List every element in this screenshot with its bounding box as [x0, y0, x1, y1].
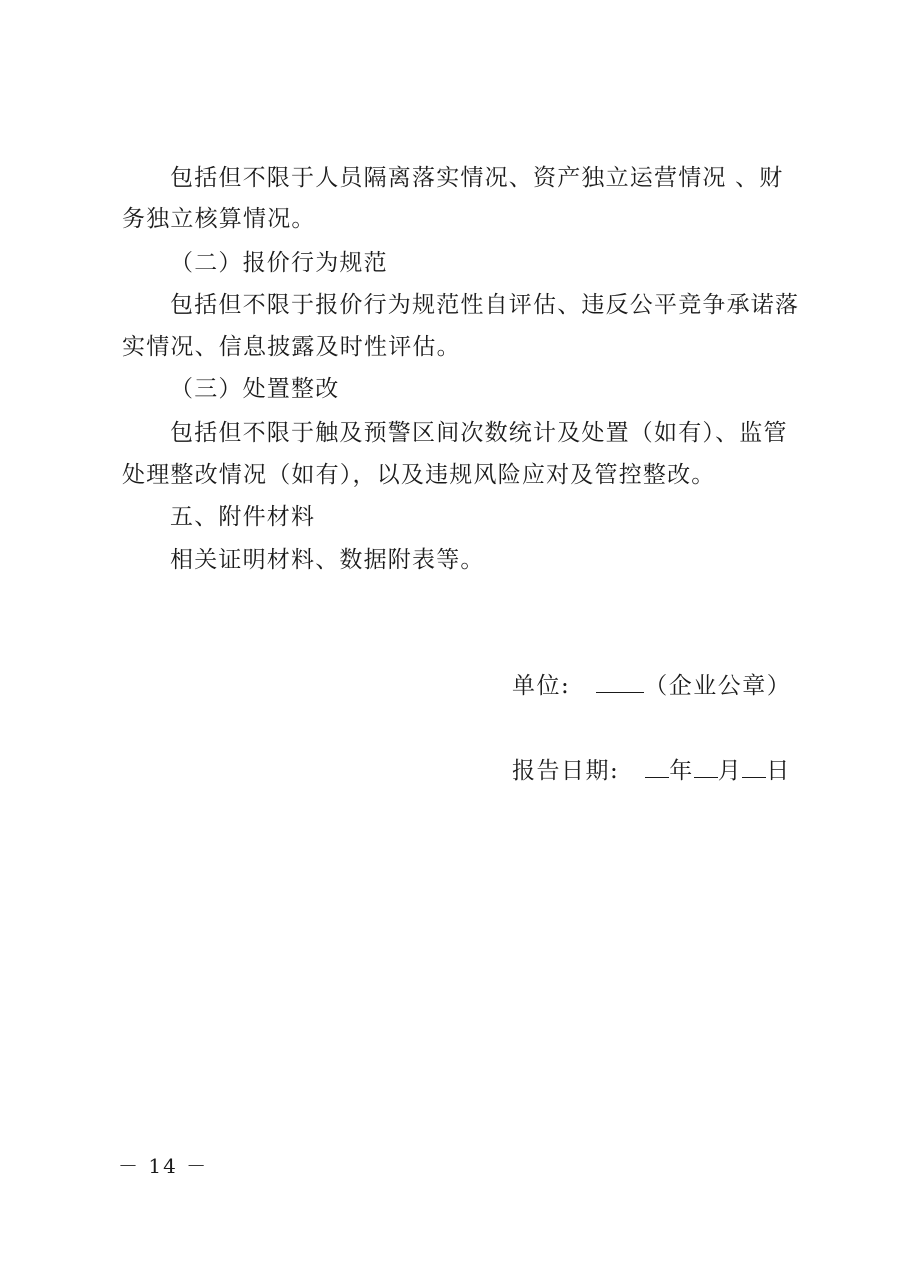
paragraph-line: 包括但不限于报价行为规范性自评估、违反公平竞争承诺落 — [170, 292, 800, 318]
section-heading: （三）处置整改 — [170, 376, 340, 402]
section-heading: （二）报价行为规范 — [170, 250, 388, 276]
day-blank[interactable] — [742, 755, 766, 778]
unit-label: 单位: — [512, 673, 571, 699]
paragraph-line: 包括但不限于触及预警区间次数统计及处置（如有）、监管 — [170, 420, 788, 446]
paragraph-line: 务独立核算情况。 — [122, 206, 316, 232]
year-blank[interactable] — [645, 755, 669, 778]
month-blank[interactable] — [694, 755, 718, 778]
paragraph-line: 实情况、信息披露及时性评估。 — [122, 334, 461, 360]
paragraph-line: 相关证明材料、数据附表等。 — [170, 547, 485, 573]
day-label: 日 — [766, 758, 791, 784]
unit-suffix: （企业公章） — [644, 673, 792, 699]
unit-blank[interactable] — [596, 670, 644, 693]
year-label: 年 — [669, 758, 694, 784]
report-date-line — [512, 755, 791, 786]
section-heading: 五、附件材料 — [170, 504, 316, 530]
page-number: － 14 － — [118, 1154, 209, 1178]
paragraph-line: 处理整改情况（如有），以及违规风险应对及管控整改。 — [122, 462, 716, 488]
paragraph-line: 包括但不限于人员隔离落实情况、资产独立运营情况 、财 — [170, 165, 784, 191]
month-label: 月 — [717, 758, 743, 784]
unit-line — [512, 670, 791, 701]
report-date-label: 报告日期: — [512, 758, 620, 784]
